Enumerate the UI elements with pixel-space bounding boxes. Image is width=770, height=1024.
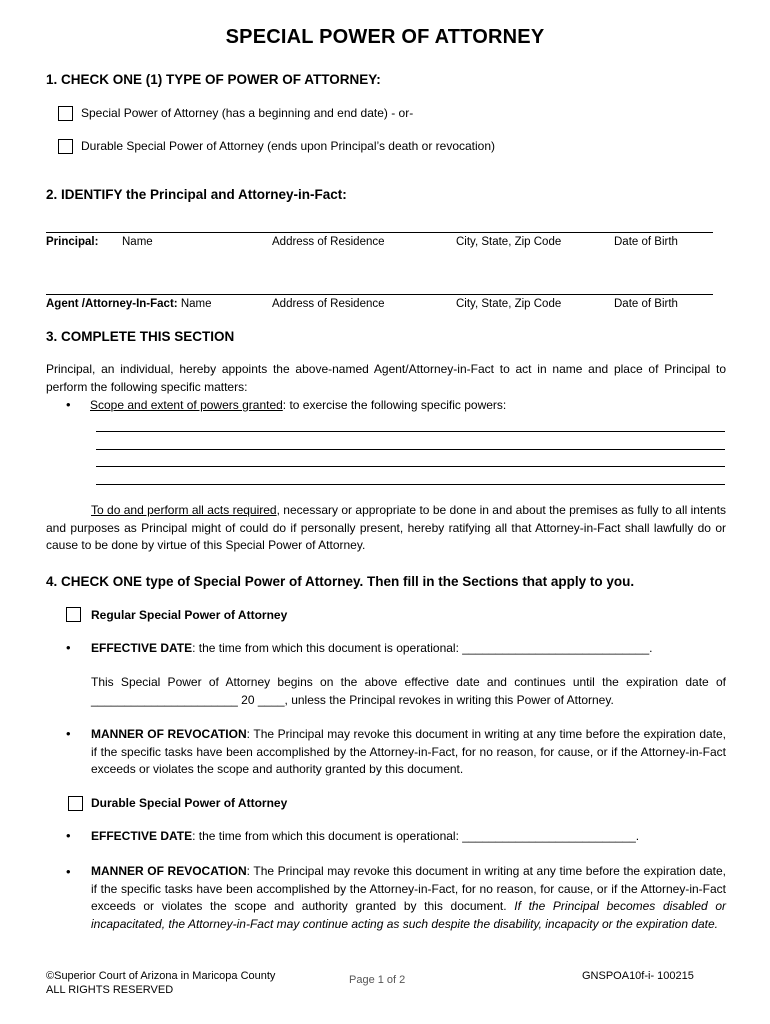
section4-heading: 4. CHECK ONE type of Special Power of Attorney. Then fill in the Sections that apply to you. [46, 574, 635, 589]
durable-revocation-label: MANNER OF REVOCATION [91, 864, 247, 878]
special-poa-checkbox[interactable] [58, 106, 73, 121]
effective-date-label: EFFECTIVE DATE [91, 641, 193, 655]
durable-effective-date-text: : the time from which this document is operational: __________________________. [192, 829, 640, 843]
regular-revocation-paragraph [91, 726, 726, 779]
section3-heading: 3. COMPLETE THIS SECTION [46, 329, 235, 344]
revocation-text: : The Principal may revoke this document in writing at any time before the expiration date, if the specific tasks have been accomplished by the Attorney-in-Fact, for no reason, for cause, or if the Attorney-in-Fact exceeds or violates the scope and authority granted by this document. [91, 727, 727, 776]
footer-page-number: Page 1 of 2 [349, 974, 406, 986]
continues-paragraph: This Special Power of Attorney begins on the above effective date and continues until the expiration date of ______________________ 20 ____, unless the Principal revokes in writing this Power of Attorney. [91, 675, 726, 707]
appointment-paragraph: Principal, an individual, hereby appoints the above-named Agent/Attorney-in-Fact to act in name and place of Principal to perform the following specific matters: [46, 362, 726, 394]
scope-label: Scope and extent of powers granted [90, 398, 283, 412]
acts-paragraph [46, 502, 726, 555]
bullet: • [66, 640, 71, 655]
agent-city-caption: City, State, Zip Code [456, 298, 562, 310]
section1-heading: 1. CHECK ONE (1) TYPE OF POWER OF ATTORNEY: [46, 72, 381, 87]
durable-poa-checkbox[interactable] [58, 139, 73, 154]
footer-rights: ALL RIGHTS RESERVED [46, 984, 174, 996]
scope-text: : to exercise the following specific powers: [282, 398, 507, 412]
agent-address-caption: Address of Residence [272, 298, 385, 310]
principal-address-caption: Address of Residence [272, 236, 385, 248]
effective-date-text: : the time from which this document is operational: ____________________________. [192, 641, 653, 655]
regular-spoa-label: Regular Special Power of Attorney [91, 608, 288, 622]
bullet: • [66, 726, 71, 741]
revocation-label: MANNER OF REVOCATION [91, 727, 247, 741]
agent-caption-row [46, 298, 212, 310]
powers-input-line-4[interactable] [96, 484, 725, 485]
footer-copyright-block [46, 969, 275, 997]
regular-effective-date-line[interactable] [91, 641, 652, 655]
special-poa-label: Special Power of Attorney (has a beginning and end date) - or- [81, 106, 414, 120]
durable-effective-date-label: EFFECTIVE DATE [91, 829, 193, 843]
durable-revocation-paragraph [91, 863, 726, 933]
durable-revocation-text: : The Principal may revoke this document in writing at any time before the expiration date, if the specific tasks have been accomplished by the Attorney-in-Fact, for no reason, for cause, or if the Attorney-in-Fact exceeds or violates the scope and authority granted by this document. [91, 864, 727, 913]
durable-poa-label: Durable Special Power of Attorney (ends upon Principal’s death or revocation) [81, 139, 496, 153]
bullet: • [66, 397, 71, 412]
page-title: SPECIAL POWER OF ATTORNEY [225, 26, 545, 48]
powers-input-line-2[interactable] [96, 449, 725, 450]
principal-input-line[interactable] [46, 232, 713, 233]
section2-heading: 2. IDENTIFY the Principal and Attorney-in-Fact: [46, 187, 347, 202]
agent-dob-caption: Date of Birth [614, 298, 678, 310]
principal-dob-caption: Date of Birth [614, 236, 678, 248]
durable-spoa-label: Durable Special Power of Attorney [91, 796, 288, 810]
bullet: • [66, 828, 71, 843]
regular-spoa-checkbox[interactable] [66, 607, 81, 622]
scope-line [90, 398, 506, 412]
powers-input-line-1[interactable] [96, 431, 725, 432]
footer-copyright: ©Superior Court of Arizona in Maricopa County [46, 970, 276, 982]
agent-input-line[interactable] [46, 294, 713, 295]
powers-input-line-3[interactable] [96, 466, 725, 467]
bullet: • [66, 864, 71, 879]
principal-city-caption: City, State, Zip Code [456, 236, 562, 248]
footer-form-id: GNSPOA10f-i- 100215 [582, 970, 694, 982]
acts-text: , necessary or appropriate to be done in and about the premises as fully to all intents and purposes as Principal might of could do if personally present, hereby ratifying all that Attorney-in-Fact shall lawfully do or cause to be done by virtue of this Special Power of Attorney. [46, 503, 726, 552]
durable-revocation-italic: If the Principal becomes disabled or incapacitated, the Attorney-in-Fact may continue acting as such despite the disability, incapacity or the expiration date. [91, 899, 727, 931]
acts-label: To do and perform all acts required [91, 503, 277, 517]
principal-label: Principal: [46, 236, 99, 248]
agent-name-caption: Name [180, 298, 212, 310]
durable-spoa-checkbox[interactable] [68, 796, 83, 811]
principal-name-caption: Name [122, 236, 153, 248]
durable-effective-date-line[interactable] [91, 829, 639, 843]
agent-label: Agent /Attorney-In-Fact: [46, 298, 178, 310]
